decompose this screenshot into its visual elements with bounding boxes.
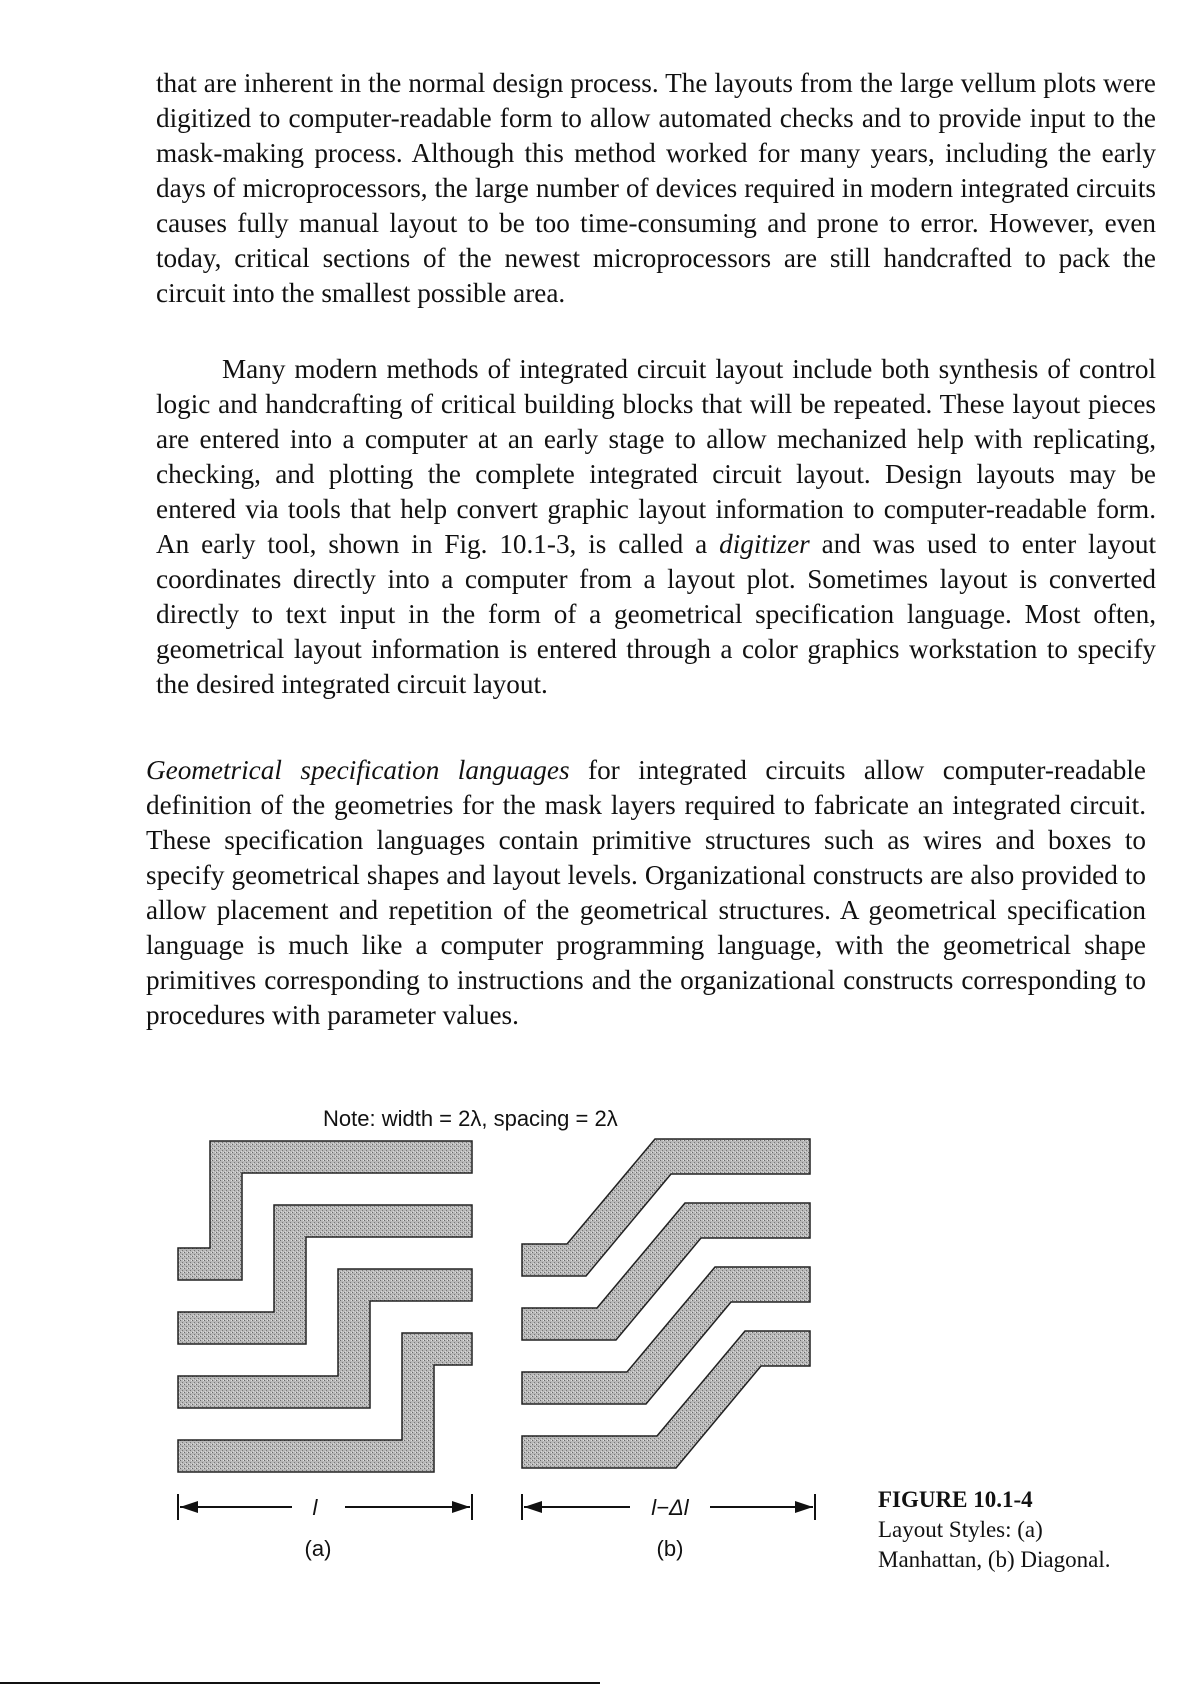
diagonal-layout: [522, 1139, 810, 1468]
dimension-a: [178, 1494, 472, 1520]
subfigure-a-label: (a): [304, 1536, 332, 1561]
footer-rule: [0, 1682, 600, 1684]
dimension-a-label: l: [312, 1495, 318, 1520]
figure-caption-title: FIGURE 10.1-4: [878, 1487, 1033, 1512]
term-digitizer: digitizer: [719, 529, 810, 559]
figure-caption-text: Layout Styles: (a) Manhattan, (b) Diagonal.: [878, 1517, 1111, 1572]
subfigure-b-label: (b): [656, 1536, 684, 1561]
dimension-b-label: l−Δl: [651, 1495, 689, 1520]
paragraph-1-text: that are inherent in the normal design process. The layouts from the large vellum plots were digitized to computer-readable form to allow automated checks and to provide input to the mask-making process. Although this method worked for many years, including the early days of microprocessors, the large number of devices required in modern integrated circuits causes fully manual layout to be too time-consuming and prone to error. However, even today, critical sections of the newest microprocessors are still handcrafted to pack the circuit into the smallest possible area.: [156, 68, 1156, 308]
term-geometrical-specification-languages: Geometrical specification languages: [146, 755, 570, 785]
figure-caption: [878, 1485, 1148, 1575]
paragraph-2-text-a: Many modern methods of integrated circuit layout include both synthesis of control logic and handcrafting of critical building blocks that will be repeated. These layout pieces are entered into a computer at an early stage to allow mechanized help with replicating, checking, and plotting the complete integrated circuit layout. Design layouts may be entered via tools that help convert graphic layout information to computer-readable form. An early tool, shown in Fig. 10.1-3, is called a: [156, 354, 1156, 559]
manhattan-layout: [178, 1141, 472, 1472]
paragraph-3-text: for integrated circuits allow computer-readable definition of the geometries for the mask layers required to fabricate an integrated circuit. These specification languages contain primitive structures such as wires and boxes to specify geometrical shapes and layout levels. Organizational constructs are also provided to allow placement and repetition of the geometrical structures. A geometrical specification language is much like a computer programming language, with the geometrical shape primitives corresponding to instructions and the organizational constructs corresponding to procedures with parameter values.: [146, 755, 1146, 1030]
paragraph-2-text-b: and was used to enter layout coordinates directly into a computer from a layout plot. Sometimes layout is converted directly to text input in the form of a geometrical specification language. Most often, geometrical layout information is entered through a color graphics workstation to specify the desired integrated circuit layout.: [156, 529, 1156, 699]
figure-note: Note: width = 2λ, spacing = 2λ: [323, 1106, 618, 1131]
